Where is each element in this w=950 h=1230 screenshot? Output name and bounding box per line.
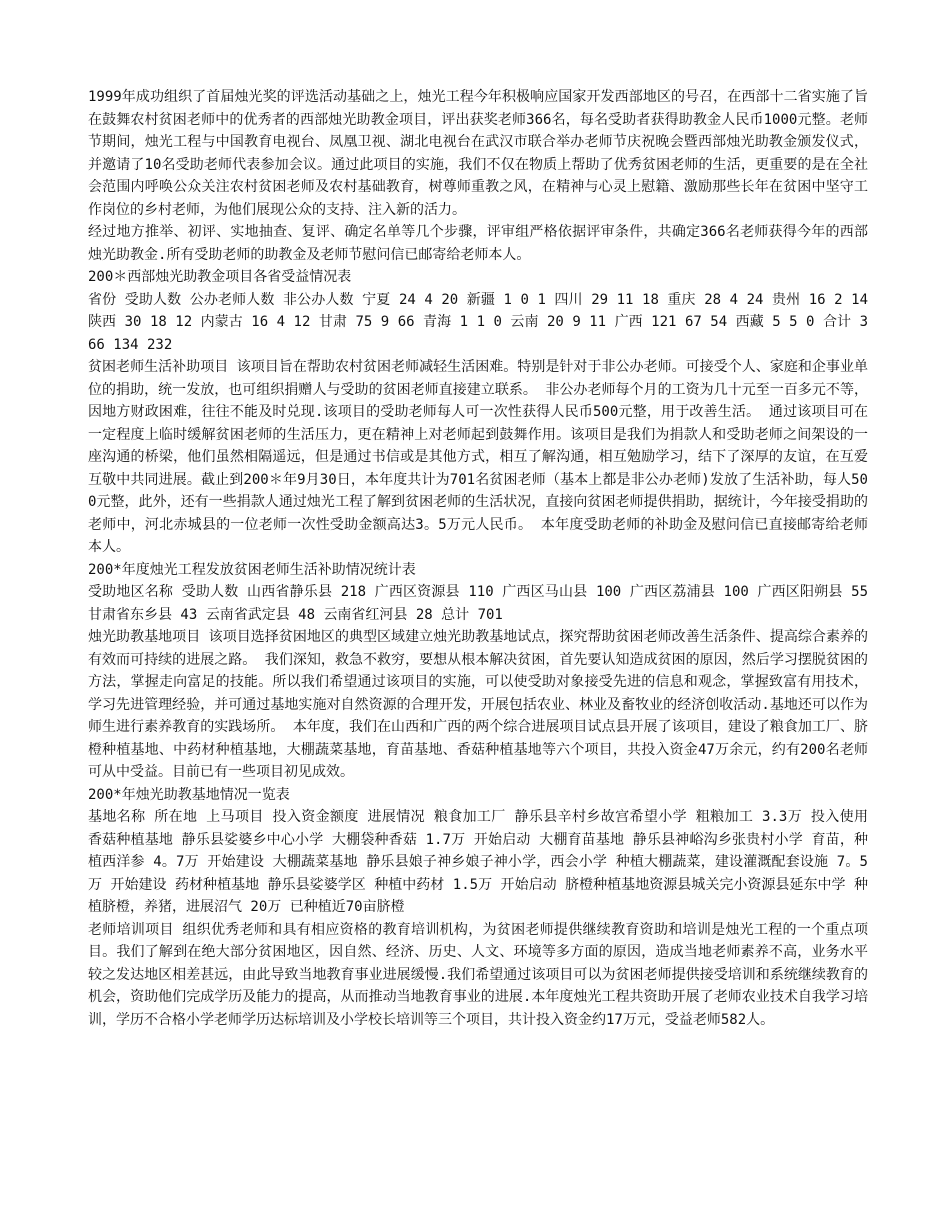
table-title-provinces: 200＊西部烛光助教金项目各省受益情况表	[88, 269, 352, 285]
paragraph-living-subsidy: 贫困老师生活补助项目 该项目旨在帮助农村贫困老师减轻生活困难。特别是针对于非公办老师。可接受个人、家庭和企事业单位的捐助，统一发放，也可组织捐赠人与受助的贫困老师直接建立联系。 非公办老师每个月的工资为几十元至一百多元不等，因地方财政困难，往往不能及时兑现.该项目的受助老师每人可一次性获得人民币500元整，用于改善生活。 通过该项目可在一定程度上临时缓解贫困老师的生活压力，更在精神上对老师起到鼓舞作用。该项目是我们为捐款人和受助老师之间架设的一座沟通的桥梁，他们虽然相隔遥远，但是通过书信或是其他方式，相互了解沟通，相互勉励学习，结下了深厚的友谊，在互爱互敬中共同进展。截止到200＊年9月30日，本年度共计为701名贫困老师（基本上都是非公办老师)发放了生活补助，每人500元整，此外，还有一些捐款人通过烛光工程了解到贫困老师的生活状况，直接向贫困老师提供捐助，据统计，今年接受捐助的老师中，河北赤城县的一位老师一次性受助金额高达3。5万元人民币。 本年度受助老师的补助金及慰问信已直接邮寄给老师本人。	[88, 359, 868, 555]
table-bases-content: 基地名称 所在地 上马项目 投入资金额度 进展情况 粮食加工厂 静乐县辛村乡故宫希望小学 粗粮加工 3.3万 投入使用 香菇种植基地 静乐县娑婆乡中心小学 大棚袋种香菇 1.7万 开始启动 大棚育苗基地 静乐县神峪沟乡张贵村小学 育苗，种植西洋参 4。7万 开始建设 大棚蔬菜基地 静乐县娘子神乡娘子神小学，西会小学 种植大棚蔬菜，建设灌溉配套设施 7。5万 开始建设 药材种植基地 静乐县娑婆学区 种植中药材 1.5万 开始启动 脐橙种植基地资源县城关完小资源县延东中学 种植脐橙，养猪，进展沼气 20万 已种植近70亩脐橙	[88, 809, 868, 915]
paragraph-selection-process: 经过地方推举、初评、实地抽查、复评、确定名单等几个步骤，评审组严格依据评审条件，共确定366名老师获得今年的西部烛光助教金.所有受助老师的助教金及老师节慰问信已邮寄给老师本人。	[88, 224, 868, 263]
table-title-bases: 200*年烛光助教基地情况一览表	[88, 786, 290, 803]
table-title-subsidy: 200*年度烛光工程发放贫困老师生活补助情况统计表	[88, 561, 416, 578]
document-body	[88, 86, 868, 1031]
table-subsidy-content: 受助地区名称 受助人数 山西省静乐县 218 广西区资源县 110 广西区马山县 100 广西区荔浦县 100 广西区阳朔县 55 甘肃省东乡县 43 云南省武定县 48 云南省红河县 28 总计 701	[88, 584, 868, 623]
paragraph-teacher-training: 老师培训项目 组织优秀老师和具有相应资格的教育培训机构，为贫困老师提供继续教育资助和培训是烛光工程的一个重点项目。我们了解到在绝大部分贫困地区，因自然、经济、历史、人文、环境等多方面的原因，造成当地老师素养不高，业务水平较之发达地区相差甚远，由此导致当地教育事业进展缓慢.我们希望通过该项目可以为贫困老师提供接受培训和系统继续教育的机会，资助他们完成学历及能力的提高，从而推动当地教育事业的进展.本年度烛光工程共资助开展了老师农业技术自我学习培训，学历不合格小学老师学历达标培训及小学校长培训等三个项目，共计投入资金约17万元，受益老师582人。	[88, 921, 868, 1028]
paragraph-intro: 1999年成功组织了首届烛光奖的评选活动基础之上，烛光工程今年积极响应国家开发西部地区的号召，在西部十二省实施了旨在鼓舞农村贫困老师中的优秀者的西部烛光助教金项目，评出获奖老师366名，每名受助者获得助教金人民币1000元整。老师节期间，烛光工程与中国教育电视台、凤凰卫视、湖北电视台在武汉市联合举办老师节庆祝晚会暨西部烛光助教金颁发仪式，并邀请了10名受助老师代表参加会议。通过此项目的实施，我们不仅在物质上帮助了优秀贫困老师的生活，更重要的是在全社会范围内呼唤公众关注农村贫困老师及农村基础教育，树尊师重教之风，在精神与心灵上慰籍、激励那些长年在贫困中坚守工作岗位的乡村老师，为他们展现公众的支持、注入新的活力。	[88, 89, 868, 218]
table-provinces-content: 省份 受助人数 公办老师人数 非公办人数 宁夏 24 4 20 新疆 1 0 1 四川 29 11 18 重庆 28 4 24 贵州 16 2 14 陕西 30 18 12 内蒙古 16 4 12 甘肃 75 9 66 青海 1 1 0 云南 20 9 11 广西 121 67 54 西藏 5 5 0 合计 366 134 232	[88, 291, 868, 353]
paragraph-teaching-base: 烛光助教基地项目 该项目选择贫困地区的典型区域建立烛光助教基地试点，探究帮助贫困老师改善生活条件、提高综合素养的有效而可持续的进展之路。 我们深知，救急不救穷，要想从根本解决贫困，首先要认知造成贫困的原因，然后学习摆脱贫困的方法，掌握走向富足的技能。所以我们希望通过该项目的实施，可以使受助对象接受先进的信息和观念，掌握致富有用技术，学习先进管理经验，并可通过基地实施对自然资源的合理开发，开展包括农业、林业及畜牧业的经济创收活动.基地还可以作为师生进行素养教育的实践场所。 本年度，我们在山西和广西的两个综合进展项目试点县开展了该项目，建设了粮食加工厂、脐橙种植基地、中药材种植基地，大棚蔬菜基地，育苗基地、香菇种植基地等六个项目，共投入资金47万余元，约有200名老师可从中受益。目前已有一些项目初见成效。	[88, 629, 868, 780]
